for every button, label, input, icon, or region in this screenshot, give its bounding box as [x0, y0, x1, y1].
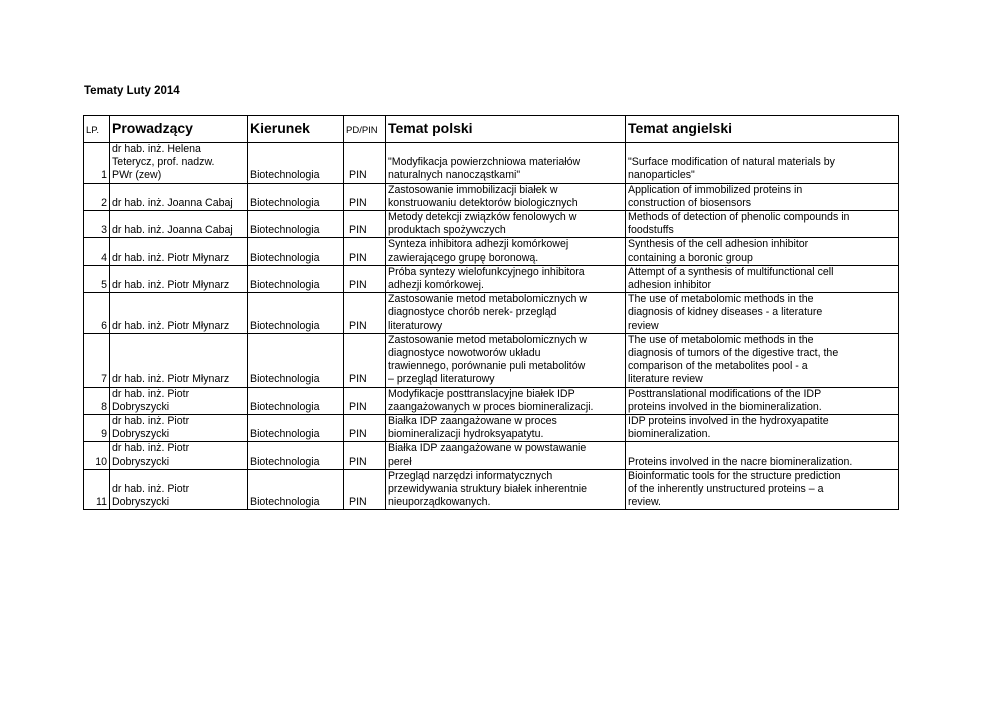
- cell-lp: [84, 333, 110, 387]
- cell-kierunek: [248, 238, 344, 265]
- cell-prowadzacy-line: dr hab. inż. Helena: [112, 143, 201, 155]
- cell-pdpin-line: PIN: [349, 428, 367, 441]
- cell-temat-angielski-line: adhesion inhibitor: [628, 279, 712, 292]
- cell-pdpin-line: PIN: [349, 196, 367, 209]
- cell-prowadzacy: [110, 415, 248, 442]
- cell-temat-polski-line: Zastosowanie immobilizacji białek w: [388, 183, 558, 196]
- cell-temat-polski-line: "Modyfikacja powierzchniowa materiałów: [388, 156, 581, 169]
- cell-pdpin-line: PIN: [349, 251, 367, 264]
- cell-prowadzacy-line: dr hab. inż. Piotr Młynarz: [112, 279, 230, 292]
- cell-prowadzacy: [110, 469, 248, 510]
- cell-temat-angielski-line: Posttranslational modifications of the IDP: [628, 387, 822, 400]
- cell-prowadzacy-line: dr hab. inż. Piotr Młynarz: [112, 251, 230, 264]
- table-row: [84, 183, 899, 210]
- cell-prowadzacy: [110, 211, 248, 238]
- cell-temat-angielski: [626, 265, 899, 292]
- cell-pdpin: [344, 415, 386, 442]
- cell-temat-polski-line: pereł: [388, 455, 412, 468]
- cell-temat-polski: [386, 333, 626, 387]
- cell-pdpin-line: PIN: [349, 224, 367, 237]
- cell-temat-angielski: [626, 293, 899, 334]
- cell-temat-polski-line: Próba syntezy wielofunkcyjnego inhibitora: [388, 265, 585, 278]
- cell-temat-angielski-line: IDP proteins involved in the hydroxyapatite: [628, 415, 829, 428]
- cell-pdpin: [344, 387, 386, 414]
- cell-temat-angielski: [626, 442, 899, 469]
- cell-temat-angielski-line: The use of metabolomic methods in the: [628, 293, 814, 306]
- cell-lp-line: 4: [101, 251, 107, 264]
- table-row: [84, 265, 899, 292]
- cell-lp: [84, 211, 110, 238]
- cell-lp: [84, 238, 110, 265]
- table-row: [84, 293, 899, 334]
- cell-temat-polski: [386, 143, 626, 184]
- cell-temat-angielski: [626, 183, 899, 210]
- cell-prowadzacy-line: dr hab. inż. Piotr: [112, 442, 190, 455]
- cell-kierunek: [248, 211, 344, 238]
- cell-lp: [84, 183, 110, 210]
- cell-kierunek: [248, 293, 344, 334]
- cell-temat-angielski: [626, 415, 899, 442]
- cell-prowadzacy-line: Dobryszycki: [112, 400, 170, 413]
- cell-prowadzacy: [110, 442, 248, 469]
- cell-temat-polski-line: konstruowaniu detektorów biologicznych: [388, 196, 578, 209]
- cell-lp: [84, 387, 110, 414]
- cell-lp: [84, 415, 110, 442]
- cell-lp: [84, 293, 110, 334]
- cell-temat-polski-line: trawiennego, porównanie puli metabolitów: [388, 360, 586, 373]
- cell-temat-polski-line: Białka IDP zaangażowane w proces: [388, 415, 557, 428]
- cell-prowadzacy-line: Dobryszycki: [112, 496, 170, 509]
- cell-kierunek-line: Biotechnologia: [250, 251, 320, 264]
- cell-temat-polski-line: diagnostyce nowotworów układu: [388, 347, 541, 360]
- cell-lp-line: 3: [101, 224, 107, 237]
- cell-lp: [84, 469, 110, 510]
- cell-temat-angielski-line: Bioinformatic tools for the structure prediction: [628, 469, 841, 482]
- cell-temat-polski: [386, 387, 626, 414]
- cell-temat-polski-line: literaturowy: [388, 319, 443, 332]
- cell-lp-line: 5: [101, 279, 107, 292]
- cell-temat-polski-line: Zastosowanie metod metabolomicznych w: [388, 293, 588, 306]
- cell-temat-polski: [386, 238, 626, 265]
- cell-temat-angielski-line: "Surface modification of natural materials by: [628, 156, 835, 169]
- cell-prowadzacy: [110, 293, 248, 334]
- cell-lp-line: 8: [101, 400, 107, 413]
- cell-lp: [84, 442, 110, 469]
- cell-temat-angielski-line: review.: [628, 496, 661, 509]
- cell-pdpin: [344, 183, 386, 210]
- cell-prowadzacy-line: dr hab. inż. Piotr: [112, 415, 190, 428]
- cell-temat-polski-line: Metody detekcji związków fenolowych w: [388, 211, 577, 224]
- header-temat-polski: Temat polski: [386, 116, 626, 143]
- cell-temat-angielski-line: Methods of detection of phenolic compounds in: [628, 211, 850, 224]
- cell-temat-angielski-line: Application of immobilized proteins in: [628, 183, 803, 196]
- cell-prowadzacy: [110, 265, 248, 292]
- cell-prowadzacy: [110, 183, 248, 210]
- table-row: [84, 387, 899, 414]
- cell-temat-polski: [386, 211, 626, 238]
- cell-temat-angielski-line: Attempt of a synthesis of multifunctional cell: [628, 265, 834, 278]
- cell-temat-polski: [386, 442, 626, 469]
- table-row: [84, 442, 899, 469]
- header-row: [84, 116, 899, 143]
- cell-temat-polski-line: biomineralizacji hydroksyapatytu.: [388, 428, 544, 441]
- cell-kierunek-line: Biotechnologia: [250, 224, 320, 237]
- cell-pdpin: [344, 143, 386, 184]
- cell-prowadzacy-line: PWr (zew): [112, 169, 162, 182]
- table-row: [84, 238, 899, 265]
- cell-pdpin-line: PIN: [349, 455, 367, 468]
- cell-temat-angielski: [626, 238, 899, 265]
- cell-kierunek-line: Biotechnologia: [250, 455, 320, 468]
- cell-temat-polski-line: Modyfikacje posttranslacyjne białek IDP: [388, 387, 575, 400]
- cell-pdpin: [344, 293, 386, 334]
- cell-temat-angielski-line: Synthesis of the cell adhesion inhibitor: [628, 238, 809, 251]
- cell-pdpin-line: PIN: [349, 373, 367, 386]
- cell-kierunek: [248, 183, 344, 210]
- table-row: [84, 469, 899, 510]
- cell-pdpin-line: PIN: [349, 279, 367, 292]
- header-pdpin: PD/PIN: [344, 116, 386, 143]
- cell-lp-line: 6: [101, 319, 107, 332]
- cell-kierunek: [248, 265, 344, 292]
- cell-prowadzacy-line: dr hab. inż. Joanna Cabaj: [112, 224, 233, 237]
- cell-temat-polski-line: Białka IDP zaangażowane w powstawanie: [388, 442, 587, 455]
- header-kierunek: Kierunek: [248, 116, 344, 143]
- cell-temat-polski: [386, 469, 626, 510]
- cell-temat-angielski-line: diagnosis of tumors of the digestive tract, the: [628, 347, 839, 360]
- cell-pdpin: [344, 469, 386, 510]
- cell-kierunek-line: Biotechnologia: [250, 496, 320, 509]
- cell-temat-angielski-line: proteins involved in the biomineralization.: [628, 400, 822, 413]
- cell-temat-angielski-line: Proteins involved in the nacre biomineralization.: [628, 455, 853, 468]
- cell-temat-angielski-line: biomineralization.: [628, 428, 711, 441]
- cell-pdpin: [344, 265, 386, 292]
- cell-temat-angielski-line: diagnosis of kidney diseases - a literature: [628, 306, 823, 319]
- cell-prowadzacy-line: Dobryszycki: [112, 428, 170, 441]
- cell-lp-line: 7: [101, 373, 107, 386]
- cell-pdpin: [344, 211, 386, 238]
- cell-pdpin-line: PIN: [349, 319, 367, 332]
- cell-prowadzacy-line: dr hab. inż. Piotr: [112, 387, 190, 400]
- cell-temat-angielski-line: of the inherently unstructured proteins – a: [628, 483, 824, 496]
- cell-temat-polski-line: Synteza inhibitora adhezji komórkowej: [388, 238, 569, 251]
- table-row: [84, 143, 899, 184]
- cell-prowadzacy-line: Dobryszycki: [112, 455, 170, 468]
- cell-prowadzacy: [110, 143, 248, 184]
- cell-kierunek: [248, 143, 344, 184]
- cell-temat-angielski: [626, 143, 899, 184]
- cell-temat-angielski: [626, 211, 899, 238]
- table-row: [84, 211, 899, 238]
- cell-pdpin-line: PIN: [349, 496, 367, 509]
- cell-lp: [84, 265, 110, 292]
- cell-temat-polski-line: produktach spożywczych: [388, 224, 506, 237]
- cell-temat-angielski-line: containing a boronic group: [628, 251, 753, 264]
- cell-kierunek-line: Biotechnologia: [250, 279, 320, 292]
- cell-prowadzacy-line: dr hab. inż. Piotr: [112, 483, 190, 496]
- cell-temat-angielski-line: literature review: [628, 373, 703, 386]
- cell-prowadzacy-line: dr hab. inż. Piotr Młynarz: [112, 373, 230, 386]
- cell-pdpin: [344, 333, 386, 387]
- cell-temat-polski-line: nieuporządkowanych.: [388, 496, 491, 509]
- cell-temat-angielski-line: nanoparticles": [628, 169, 695, 182]
- table-row: [84, 415, 899, 442]
- cell-kierunek-line: Biotechnologia: [250, 319, 320, 332]
- header-lp: LP.: [84, 116, 110, 143]
- cell-temat-polski: [386, 415, 626, 442]
- cell-temat-angielski: [626, 469, 899, 510]
- cell-pdpin: [344, 442, 386, 469]
- cell-lp-line: 11: [96, 496, 107, 509]
- cell-temat-polski: [386, 265, 626, 292]
- cell-temat-polski-line: diagnostyce chorób nerek- przegląd: [388, 306, 557, 319]
- cell-lp-line: 1: [101, 169, 107, 182]
- cell-temat-polski-line: zawierającego grupę boronową.: [388, 251, 539, 264]
- cell-kierunek: [248, 442, 344, 469]
- cell-temat-angielski-line: The use of metabolomic methods in the: [628, 333, 814, 346]
- header-prowadzacy: Prowadzący: [110, 116, 248, 143]
- page-title: Tematy Luty 2014: [84, 85, 180, 97]
- cell-pdpin: [344, 238, 386, 265]
- cell-pdpin-line: PIN: [349, 169, 367, 182]
- cell-prowadzacy-line: dr hab. inż. Joanna Cabaj: [112, 196, 233, 209]
- cell-lp-line: 2: [101, 196, 107, 209]
- cell-temat-polski-line: zaangażowanych w proces biomineralizacji.: [388, 400, 594, 413]
- cell-lp: [84, 143, 110, 184]
- cell-temat-angielski-line: foodstuffs: [628, 224, 674, 237]
- cell-kierunek-line: Biotechnologia: [250, 400, 320, 413]
- cell-temat-angielski-line: comparison of the metabolites pool - a: [628, 360, 808, 373]
- cell-temat-angielski: [626, 387, 899, 414]
- cell-temat-polski-line: Przegląd narzędzi informatycznych: [388, 469, 553, 482]
- table-row: [84, 333, 899, 387]
- cell-kierunek-line: Biotechnologia: [250, 169, 320, 182]
- cell-kierunek-line: Biotechnologia: [250, 428, 320, 441]
- cell-lp-line: 10: [95, 455, 107, 468]
- cell-kierunek-line: Biotechnologia: [250, 196, 320, 209]
- cell-temat-polski: [386, 183, 626, 210]
- cell-temat-angielski: [626, 333, 899, 387]
- cell-kierunek-line: Biotechnologia: [250, 373, 320, 386]
- cell-temat-angielski-line: construction of biosensors: [628, 196, 752, 209]
- cell-prowadzacy-line: Teterycz, prof. nadzw.: [112, 156, 215, 169]
- cell-kierunek: [248, 387, 344, 414]
- header-temat-angielski: Temat angielski: [626, 116, 899, 143]
- cell-prowadzacy-line: dr hab. inż. Piotr Młynarz: [112, 319, 230, 332]
- cell-temat-polski-line: Zastosowanie metod metabolomicznych w: [388, 333, 588, 346]
- cell-prowadzacy: [110, 238, 248, 265]
- cell-prowadzacy: [110, 387, 248, 414]
- cell-temat-polski-line: adhezji komórkowej.: [388, 279, 484, 292]
- cell-temat-polski: [386, 293, 626, 334]
- cell-pdpin-line: PIN: [349, 400, 367, 413]
- topics-table: [83, 115, 899, 510]
- cell-temat-polski-line: – przegląd literaturowy: [388, 373, 495, 386]
- cell-lp-line: 9: [101, 428, 107, 441]
- cell-temat-polski-line: naturalnych nanocząstkami": [388, 169, 521, 182]
- cell-temat-angielski-line: review: [628, 319, 659, 332]
- cell-kierunek: [248, 469, 344, 510]
- cell-prowadzacy: [110, 333, 248, 387]
- cell-kierunek: [248, 415, 344, 442]
- cell-temat-polski-line: przewidywania struktury białek inherentnie: [388, 483, 588, 496]
- cell-kierunek: [248, 333, 344, 387]
